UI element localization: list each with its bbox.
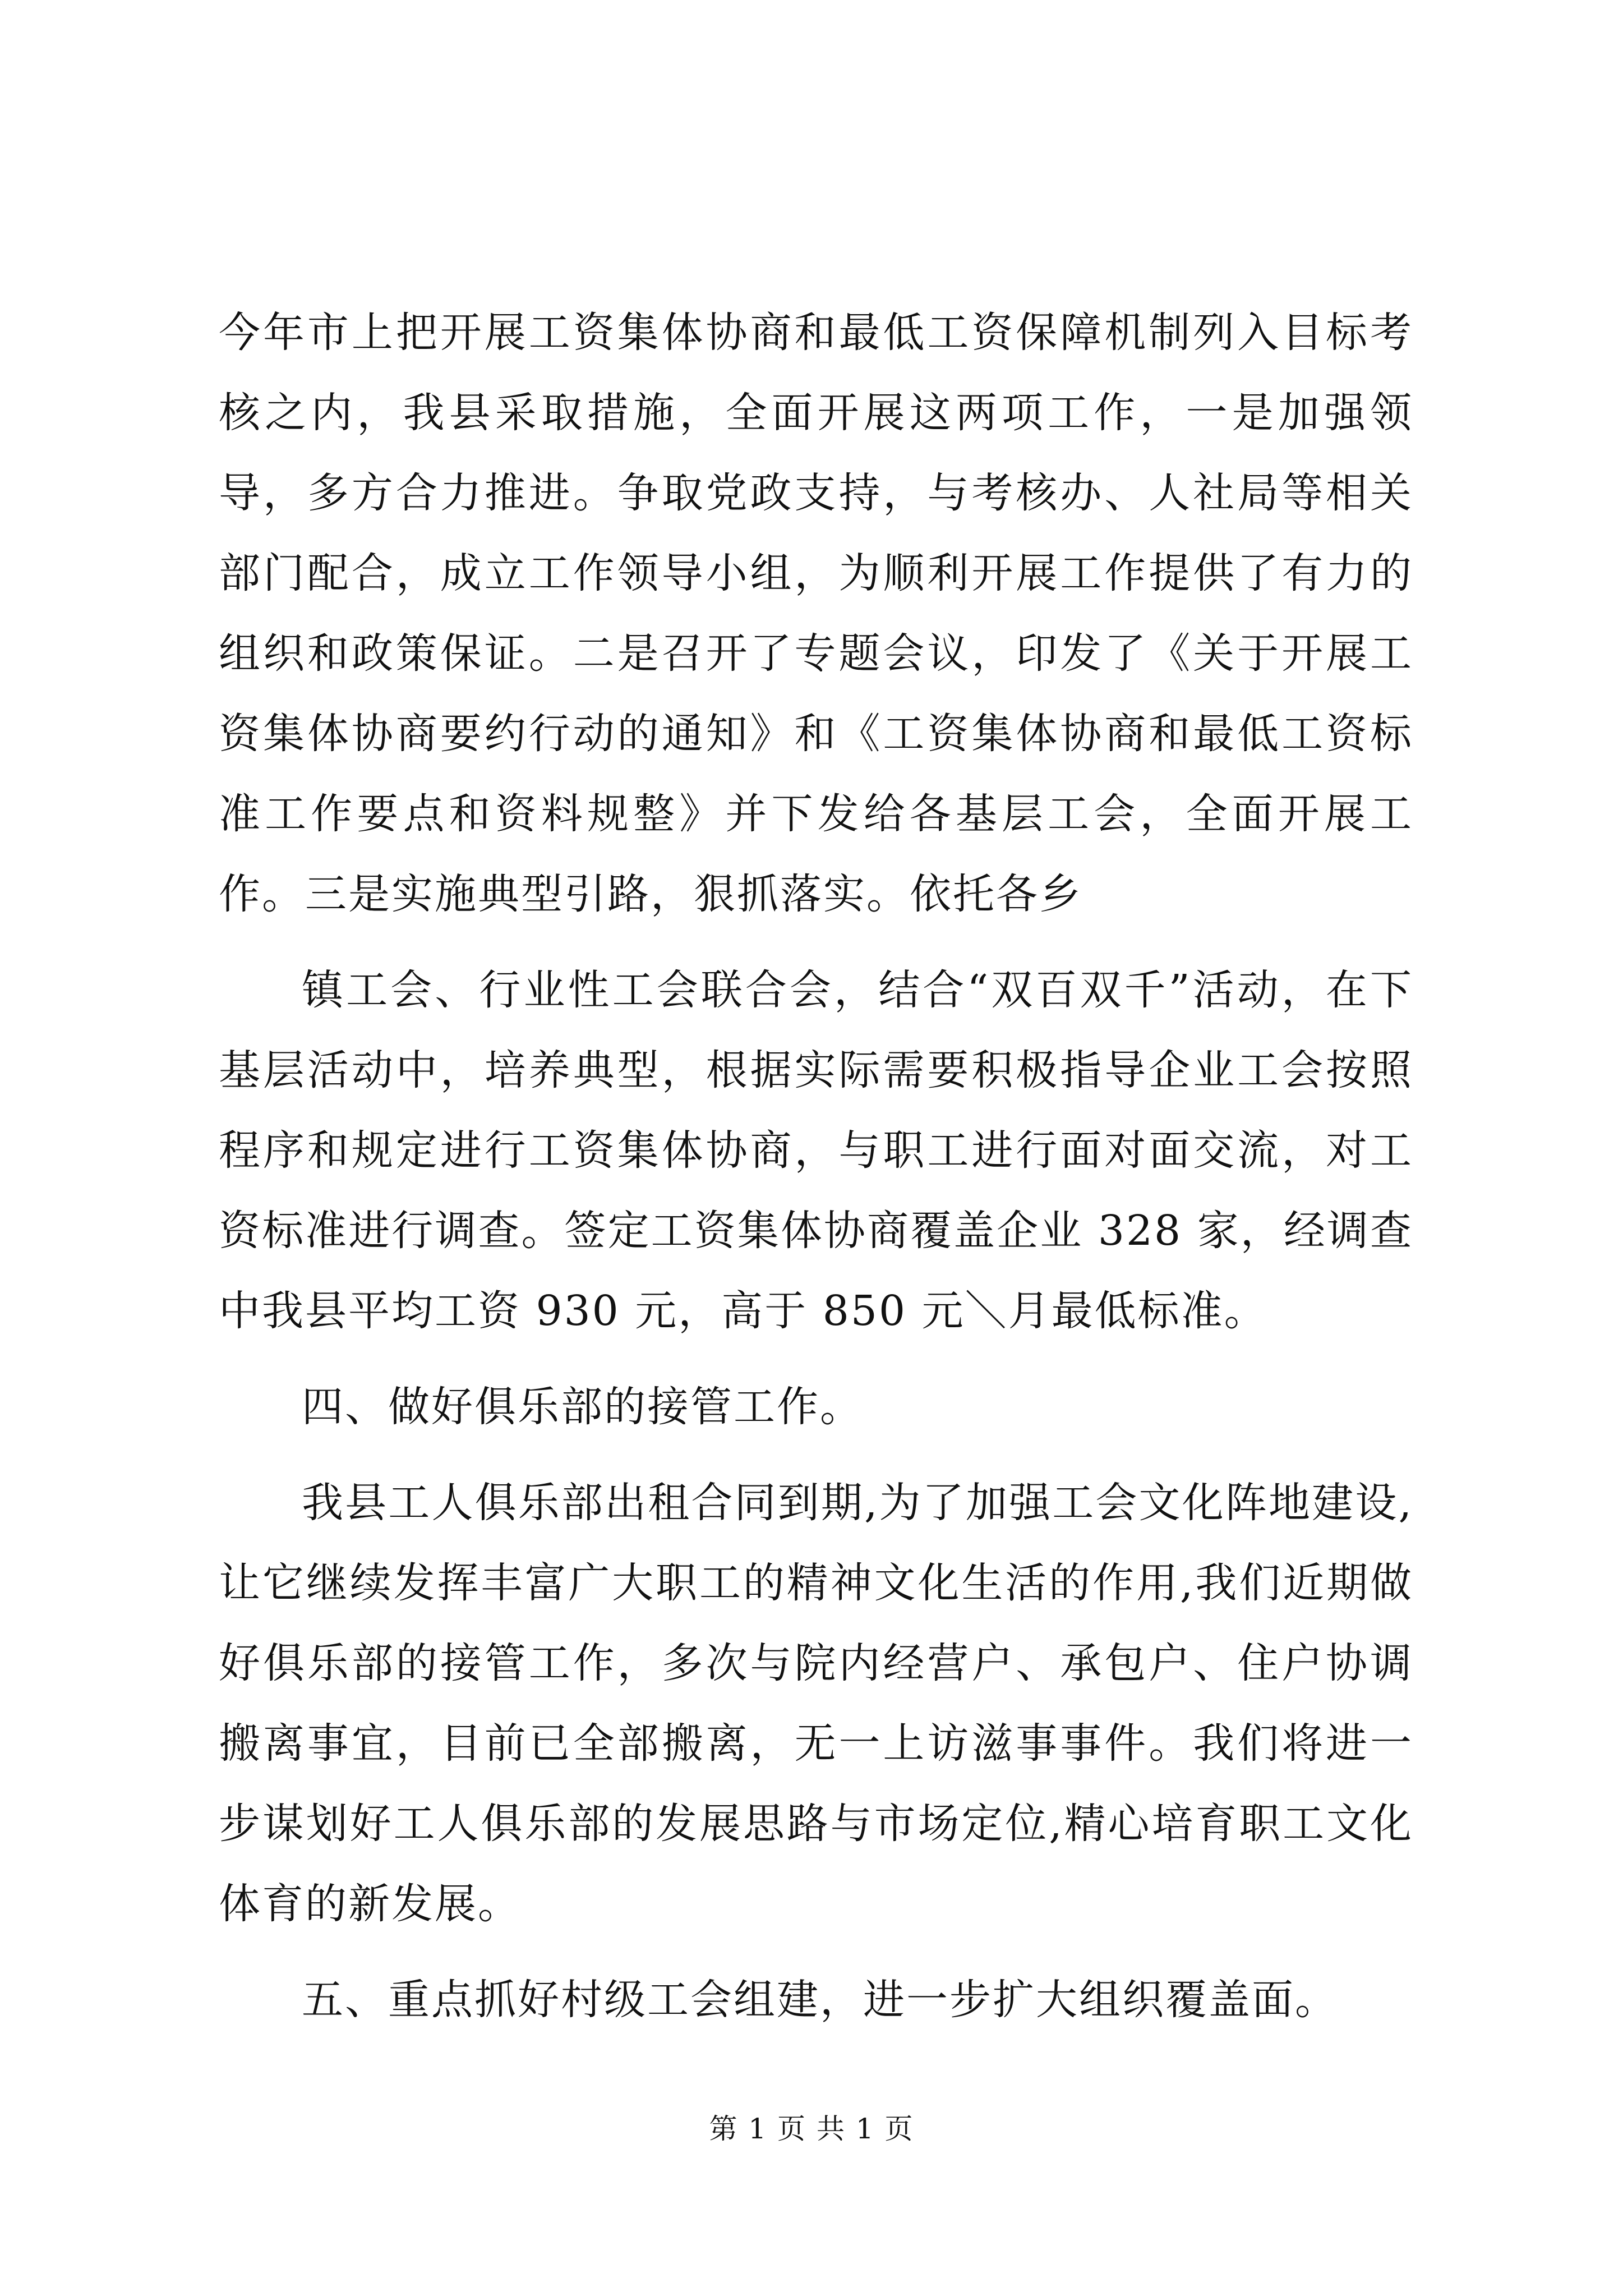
paragraph-township-unions: 镇工会、行业性工会联合会，结合“双百双千”活动，在下基层活动中，培养典型，根据实际需要积极指导企业工会按照程序和规定进行工资集体协商，与职工进行面对面交流，对工资标准进行调查。签定工资集体协商覆盖企业 328 家，经调查中我县平均工资 930 元，高于 850 元＼月最低标准。: [219, 966, 1413, 1335]
paragraph-wage-negotiation: 今年市上把开展工资集体协商和最低工资保障机制列入目标考核之内，我县采取措施，全面开展这两项工作，一是加强领导，多方合力推进。争取党政支持，与考核办、人社局等相关部门配合，成立工作领导小组，为顺利开展工作提供了有力的组织和政策保证。二是召开了专题会议，印发了《关于开展工资集体协商要约行动的通知》和《工资集体协商和最低工资标准工作要点和资料规整》并下发给各基层工会，全面开展工作。三是实施典型引路，狠抓落实。依托各乡: [219, 309, 1413, 918]
document-body: [219, 293, 1413, 2040]
paragraph-workers-club: 我县工人俱乐部出租合同到期,为了加强工会文化阵地建设,让它继续发挥丰富广大职工的精神文化生活的作用,我们近期做好俱乐部的接管工作，多次与院内经营户、承包户、住户协调搬离事宜，目前已全部搬离，无一上访滋事事件。我们将进一步谋划好工人俱乐部的发展思路与市场定位,精心培育职工文化体育的新发展。: [219, 1479, 1413, 1928]
heading-village-unions: 五、重点抓好村级工会组建，进一步扩大组织覆盖面。: [302, 1976, 1338, 2024]
heading-club-takeover: 四、做好俱乐部的接管工作。: [302, 1383, 863, 1431]
page-footer: 第 1 页 共 1 页: [709, 2113, 914, 2145]
